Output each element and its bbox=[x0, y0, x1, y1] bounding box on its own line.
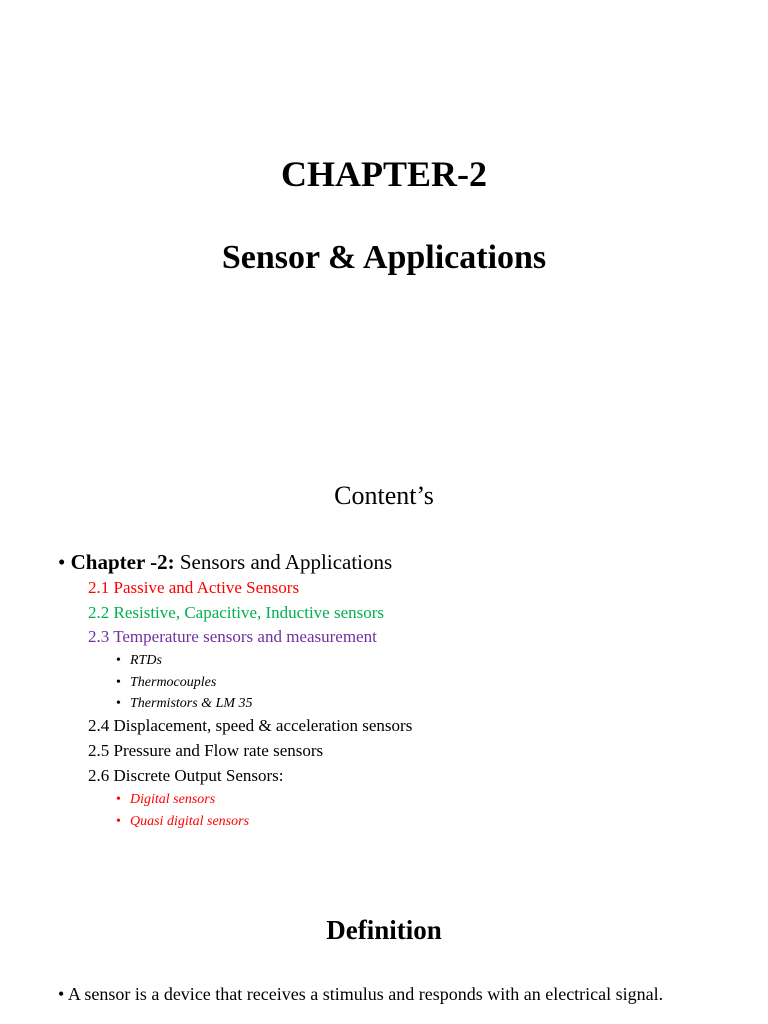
contents-item-2-3: 2.3 Temperature sensors and measurement bbox=[88, 627, 377, 646]
contents-slide bbox=[0, 296, 768, 888]
sub-bullet-dot: • bbox=[116, 653, 121, 668]
contents-item-2-5: 2.5 Pressure and Flow rate sensors bbox=[88, 741, 324, 760]
sub-label: Digital sensors bbox=[130, 792, 216, 807]
chapter-subtitle: Sensor & Applications bbox=[221, 239, 547, 276]
contents-sub-quasi-digital bbox=[116, 813, 249, 831]
sub-bullet-dot: • bbox=[116, 792, 121, 807]
bullet-text: Sensors and Applications bbox=[174, 550, 393, 574]
definition-title: Definition bbox=[326, 915, 442, 945]
chapter-title: CHAPTER-2 bbox=[281, 154, 487, 194]
contents-item-2-6: 2.6 Discrete Output Sensors: bbox=[88, 766, 284, 785]
sub-bullet-dot: • bbox=[116, 675, 121, 690]
bullet-dot: • bbox=[58, 984, 65, 1004]
chapter-bullet bbox=[58, 548, 392, 576]
contents-sub-digital bbox=[116, 791, 215, 809]
sub-label: RTDs bbox=[130, 653, 162, 668]
sub-label: Quasi digital sensors bbox=[130, 814, 250, 829]
contents-item-2-2: 2.2 Resistive, Capacitive, Inductive sensors bbox=[88, 603, 385, 622]
bullet-prefix: Chapter -2: bbox=[70, 550, 175, 574]
contents-item-2-4: 2.4 Displacement, speed & acceleration sensors bbox=[88, 716, 413, 735]
contents-sub-rtds bbox=[116, 652, 162, 670]
definition-slide bbox=[0, 888, 768, 1024]
contents-item-2-1: 2.1 Passive and Active Sensors bbox=[88, 578, 300, 597]
sub-bullet-dot: • bbox=[116, 696, 121, 711]
contents-sub-thermistors bbox=[116, 695, 253, 713]
contents-sub-thermocouples bbox=[116, 674, 216, 692]
title-slide bbox=[0, 0, 768, 296]
sub-label: Thermistors & LM 35 bbox=[130, 696, 253, 711]
definition-text: A sensor is a device that receives a stimulus and responds with an electrical signal. bbox=[67, 984, 664, 1004]
definition-bullet bbox=[58, 982, 663, 1006]
sub-label: Thermocouples bbox=[130, 675, 217, 690]
bullet-dot: • bbox=[58, 550, 66, 574]
sub-bullet-dot: • bbox=[116, 814, 121, 829]
contents-title: Content’s bbox=[334, 481, 434, 510]
